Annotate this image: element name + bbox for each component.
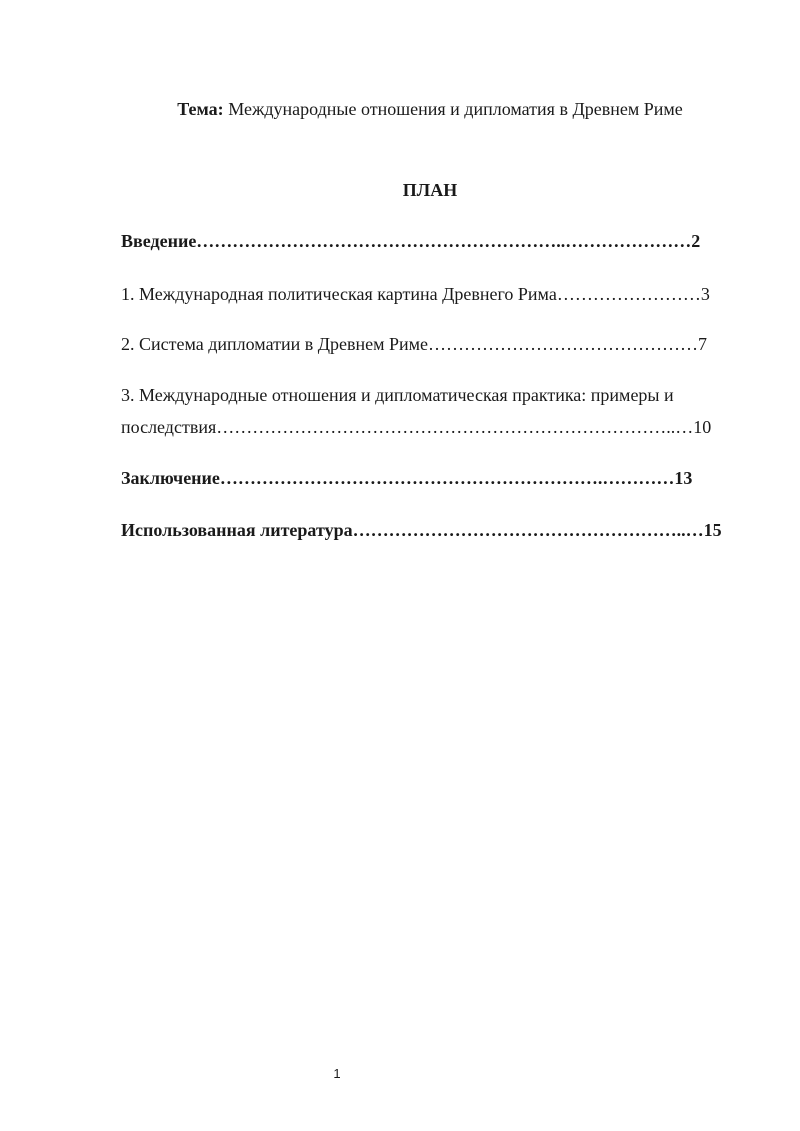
plan-heading: ПЛАН bbox=[402, 180, 458, 200]
toc-entry-chapter-1: 1. Международная политическая картина Древнего Рима……………………3 bbox=[121, 284, 710, 304]
toc-entry-chapter-2: 2. Система дипломатии в Древнем Риме………………………………………7 bbox=[121, 334, 708, 354]
topic-text: Международные отношения и дипломатия в Древнем Риме bbox=[228, 99, 683, 119]
toc-entry-introduction: Введение……………………………………………………..…………………2 bbox=[121, 231, 701, 251]
topic-label: Тема: bbox=[177, 99, 224, 119]
toc-entry-references: Использованная литература………………………………………………..…15 bbox=[121, 520, 722, 540]
toc-entry-conclusion: Заключение……………………………………………………….…………13 bbox=[121, 468, 693, 488]
toc-entry-chapter-3-line-2: последствия…………………………………………………………………..…10 bbox=[121, 417, 712, 437]
toc-entry-chapter-3-line-1: 3. Международные отношения и дипломатическая практика: примеры и bbox=[121, 385, 674, 405]
document-topic bbox=[0, 97, 800, 121]
page-number: 1 bbox=[333, 1066, 341, 1081]
